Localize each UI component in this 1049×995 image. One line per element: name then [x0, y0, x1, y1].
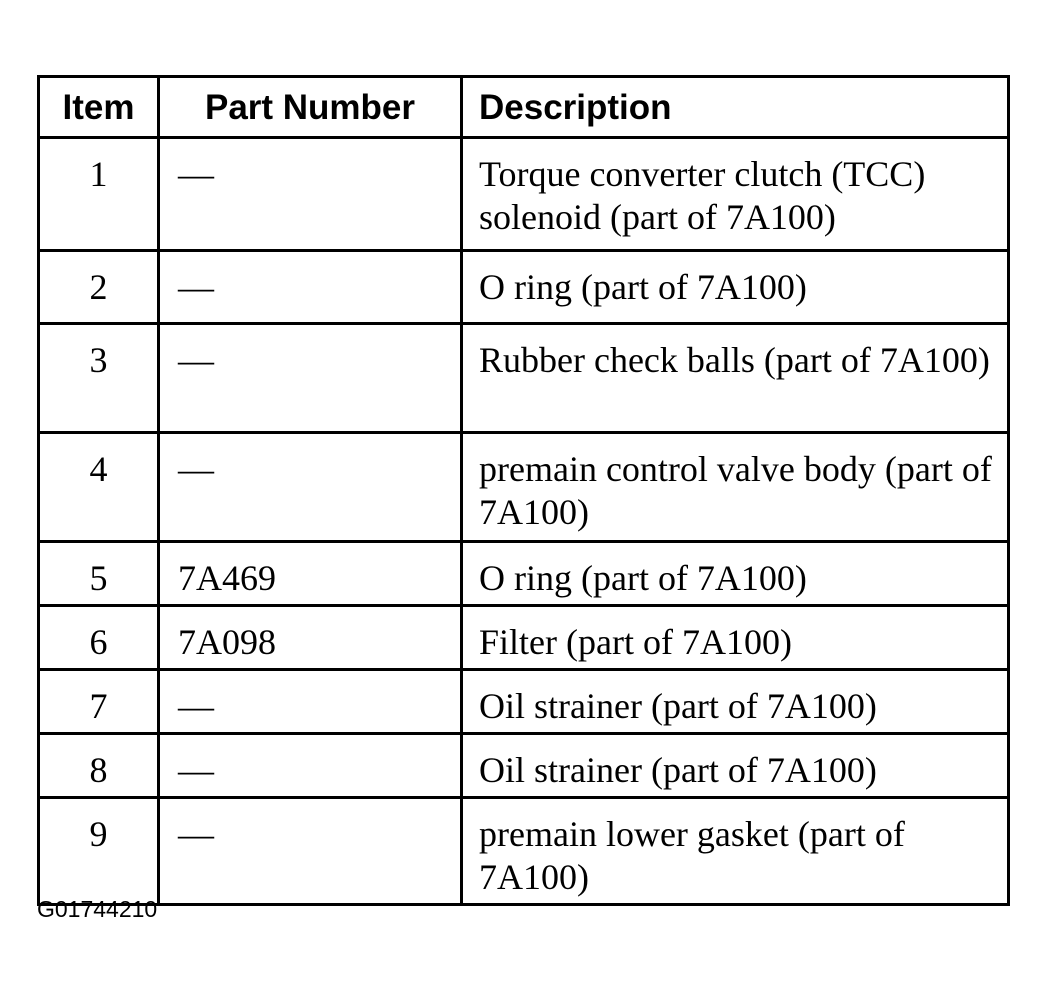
cell-description: premain control valve body (part of 7A100) [462, 433, 1009, 542]
cell-description: Oil strainer (part of 7A100) [462, 734, 1009, 798]
cell-item: 6 [39, 606, 159, 670]
table-row [39, 798, 1009, 905]
figure-id: G01744210 [37, 896, 158, 922]
cell-description: Torque converter clutch (TCC) solenoid (part of 7A100) [462, 138, 1009, 251]
parts-table [37, 75, 1010, 906]
header-item: Item [39, 77, 159, 138]
cell-part-number: 7A098 [159, 606, 462, 670]
cell-part-number: — [159, 251, 462, 324]
cell-item: 7 [39, 670, 159, 734]
cell-item: 1 [39, 138, 159, 251]
header-part-number: Part Number [159, 77, 462, 138]
table-row [39, 251, 1009, 324]
table-row [39, 433, 1009, 542]
cell-part-number: — [159, 670, 462, 734]
cell-description: O ring (part of 7A100) [462, 542, 1009, 606]
cell-part-number: — [159, 138, 462, 251]
table-row [39, 734, 1009, 798]
cell-part-number: — [159, 433, 462, 542]
cell-item: 4 [39, 433, 159, 542]
header-row [39, 77, 1009, 138]
cell-description: Filter (part of 7A100) [462, 606, 1009, 670]
cell-item: 8 [39, 734, 159, 798]
table-row [39, 542, 1009, 606]
cell-part-number: 7A469 [159, 542, 462, 606]
cell-description: Oil strainer (part of 7A100) [462, 670, 1009, 734]
table-row [39, 138, 1009, 251]
cell-part-number: — [159, 324, 462, 433]
cell-part-number: — [159, 734, 462, 798]
table-row [39, 324, 1009, 433]
cell-item: 3 [39, 324, 159, 433]
cell-description: O ring (part of 7A100) [462, 251, 1009, 324]
header-description: Description [462, 77, 1009, 138]
table-row [39, 606, 1009, 670]
cell-item: 9 [39, 798, 159, 905]
cell-item: 5 [39, 542, 159, 606]
cell-item: 2 [39, 251, 159, 324]
cell-description: Rubber check balls (part of 7A100) [462, 324, 1009, 433]
cell-part-number: — [159, 798, 462, 905]
table-row [39, 670, 1009, 734]
cell-description: premain lower gasket (part of 7A100) [462, 798, 1009, 905]
